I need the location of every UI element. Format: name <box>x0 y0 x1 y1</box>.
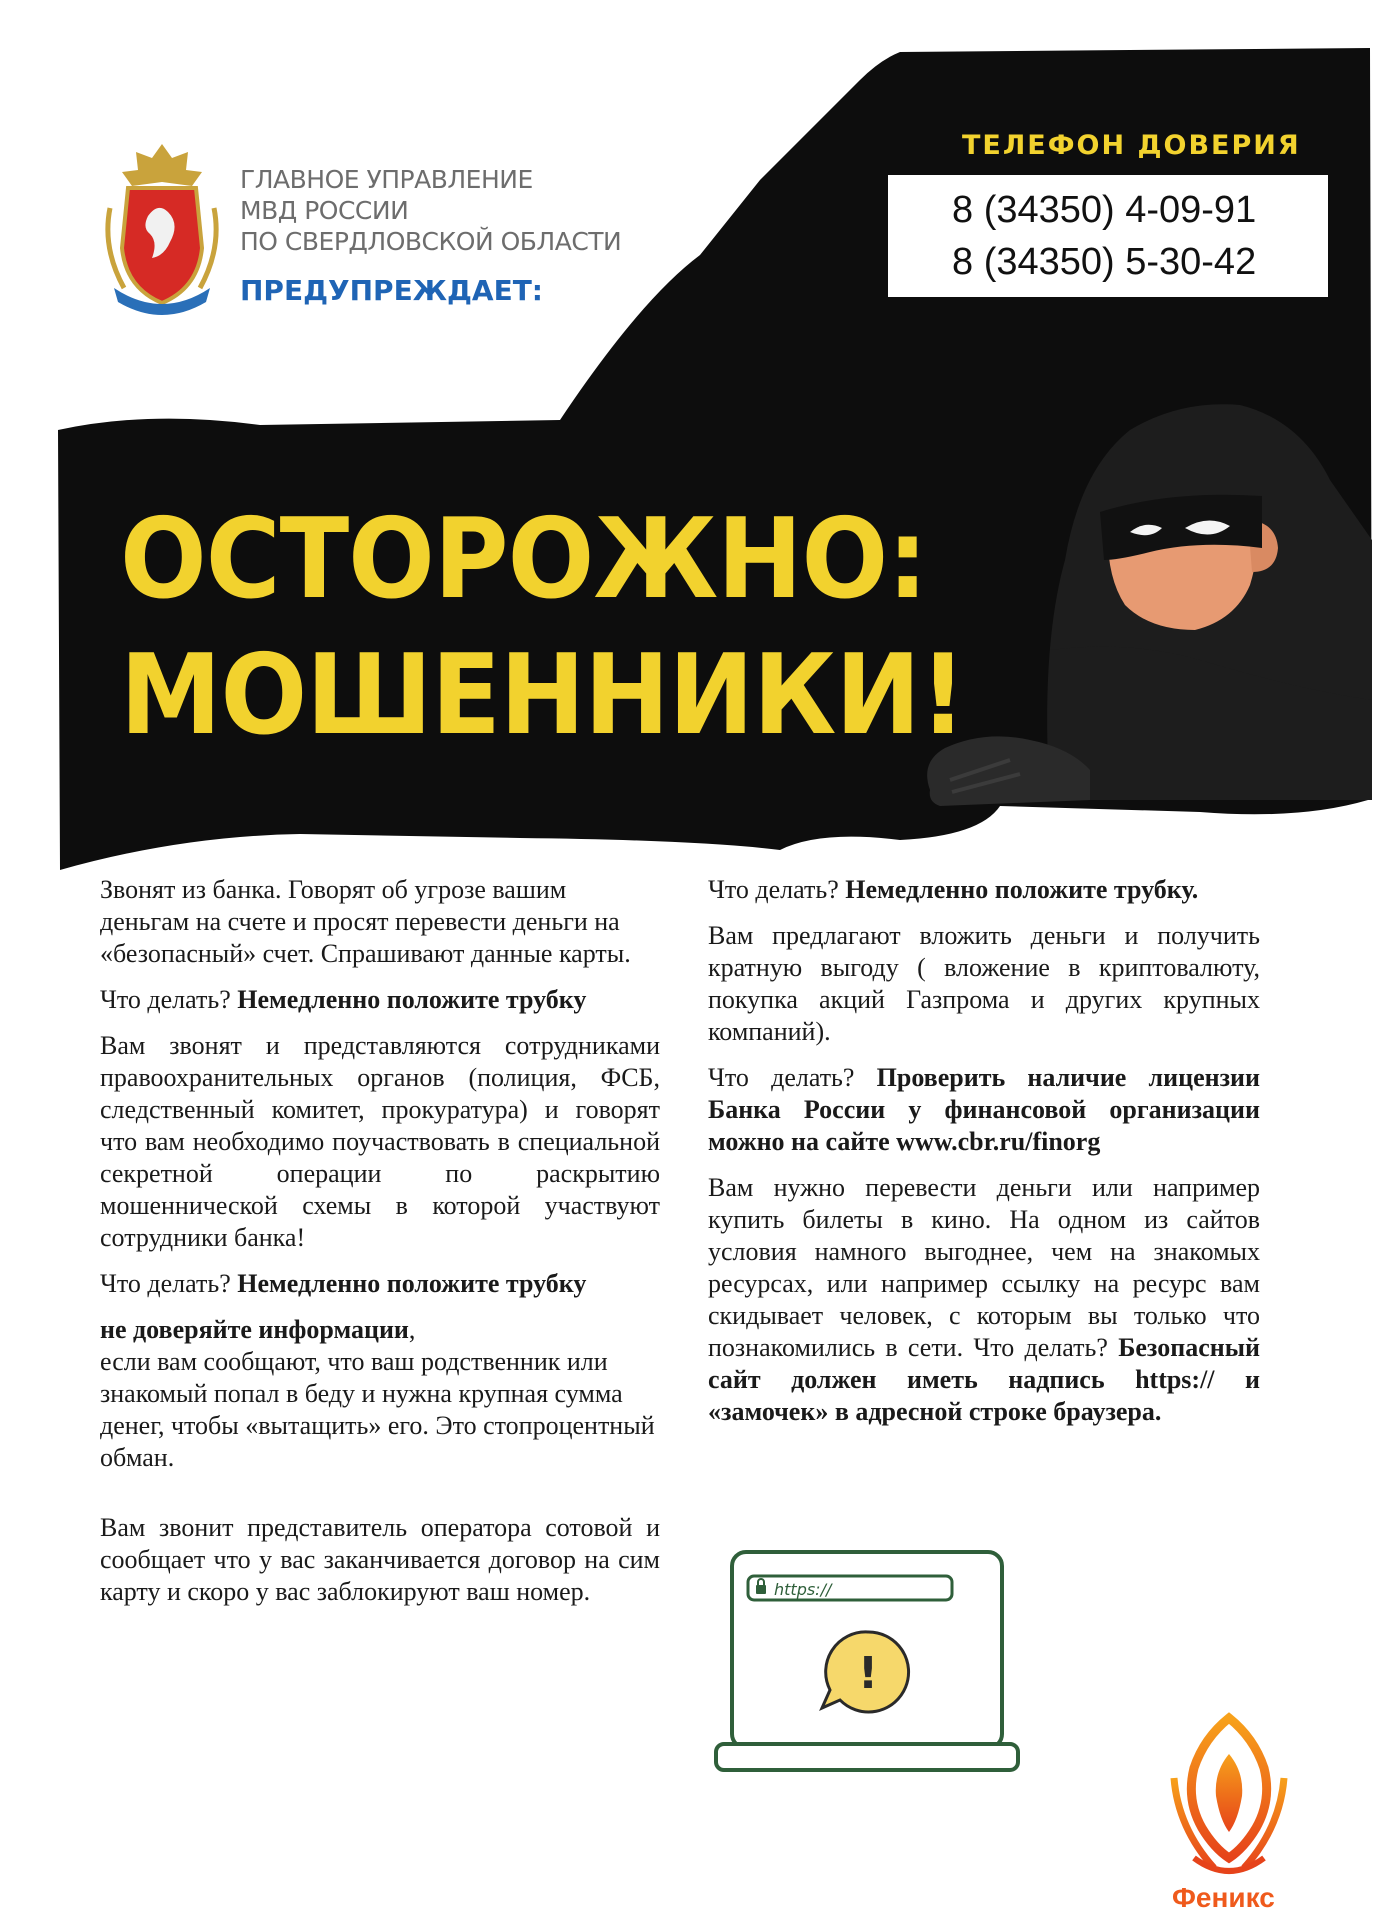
trust-comma: , <box>408 1315 416 1344</box>
advice-4 <box>708 1062 1260 1158</box>
trust-warning: не доверяйте информации <box>100 1315 409 1344</box>
laptop-base <box>716 1744 1018 1770</box>
mvd-emblem-icon <box>98 138 226 320</box>
law-enforcement-paragraph: Вам звонят и представляются сотрудниками правоохранительных органов (полиция, ФСБ, следственный комитет, прокуратура) и говорят что вам необходимо поучаствовать в специальной секретной операции по раскрытию мошеннической схемы в которой участвуют сотрудники банка! <box>100 1031 660 1252</box>
advice-question: Что делать? <box>100 1269 231 1298</box>
relative-text: если вам сообщают, что ваш родственник или знакомый попал в беду и нужна крупная сумма денег, чтобы «вытащить» его. Это стопроцентный обман. <box>100 1347 655 1472</box>
advice-answer: Безопасный сайт должен иметь надпись https:// и «замочек» в адресной строке браузера. <box>708 1333 1260 1426</box>
org-line-1: ГЛАВНОЕ УПРАВЛЕНИЕ <box>240 165 533 194</box>
alert-mark: ! <box>857 1648 879 1699</box>
advice-answer: Немедленно положите трубку <box>237 985 587 1014</box>
website-paragraph <box>708 1172 1260 1428</box>
org-line-2: МВД РОССИИ <box>240 196 409 225</box>
advice-3 <box>708 874 1260 906</box>
investment-paragraph: Вам предлагают вложить деньги и получить кратную выгоду ( вложение в криптовалюту, покупка акций Газпрома и других крупных компаний). <box>708 921 1260 1046</box>
relative-paragraph <box>100 1314 660 1474</box>
website-text: Вам нужно перевести деньги или например купить билеты в кино. На одном из сайтов условия намного выгоднее, чем на знакомых ресурсах, или например ссылку на ресурс вам скидывает человек, с которым вы только что познакомились в сети. <box>708 1173 1260 1362</box>
advice-answer: Немедленно положите трубку <box>237 1269 587 1298</box>
phone-number-1[interactable]: 8 (34350) 4-09-91 <box>952 189 1257 231</box>
phoenix-logo-icon <box>1164 1708 1294 1884</box>
org-line-3: ПО СВЕРДЛОВСКОЙ ОБЛАСТИ <box>240 227 622 256</box>
phone-number-2[interactable]: 8 (34350) 5-30-42 <box>952 241 1257 283</box>
browser-url: https:// <box>774 1580 832 1599</box>
phoenix-logo-text: Феникс <box>1172 1882 1275 1913</box>
organization-name <box>240 164 621 257</box>
headline-line-2: МОШЕННИКИ! <box>120 631 966 760</box>
headline <box>120 492 965 764</box>
sim-card-paragraph: Вам звонит представитель оператора сотовой и сообщает что у вас заканчивается договор на сим карту и скоро у вас заблокируют ваш номер. <box>100 1513 660 1606</box>
advice-2 <box>100 1268 660 1300</box>
advice-question: Что делать? <box>100 985 231 1014</box>
headline-line-1: ОСТОРОЖНО: <box>120 495 928 624</box>
advice-question: Что делать? <box>708 1063 855 1092</box>
browser-illustration <box>712 1548 1022 1776</box>
hotline-title: ТЕЛЕФОН ДОВЕРИЯ <box>962 130 1301 161</box>
left-column <box>100 874 660 1622</box>
advice-1 <box>100 984 660 1016</box>
advice-question: Что делать? <box>973 1333 1108 1362</box>
advice-answer: Проверить наличие лицензии Банка России у финансовой организации можно на сайте www.cbr.ru/finorg <box>708 1063 1260 1156</box>
warns-label: ПРЕДУПРЕЖДАЕТ: <box>240 274 543 307</box>
advice-answer: Немедленно положите трубку. <box>845 875 1199 904</box>
advice-question: Что делать? <box>708 875 839 904</box>
bank-call-paragraph: Звонят из банка. Говорят об угрозе вашим деньгам на счете и просят перевести деньги на «безопасный» счет. Спрашивают данные карты. <box>100 875 631 968</box>
phone-box <box>888 175 1328 297</box>
right-column <box>708 874 1260 1442</box>
